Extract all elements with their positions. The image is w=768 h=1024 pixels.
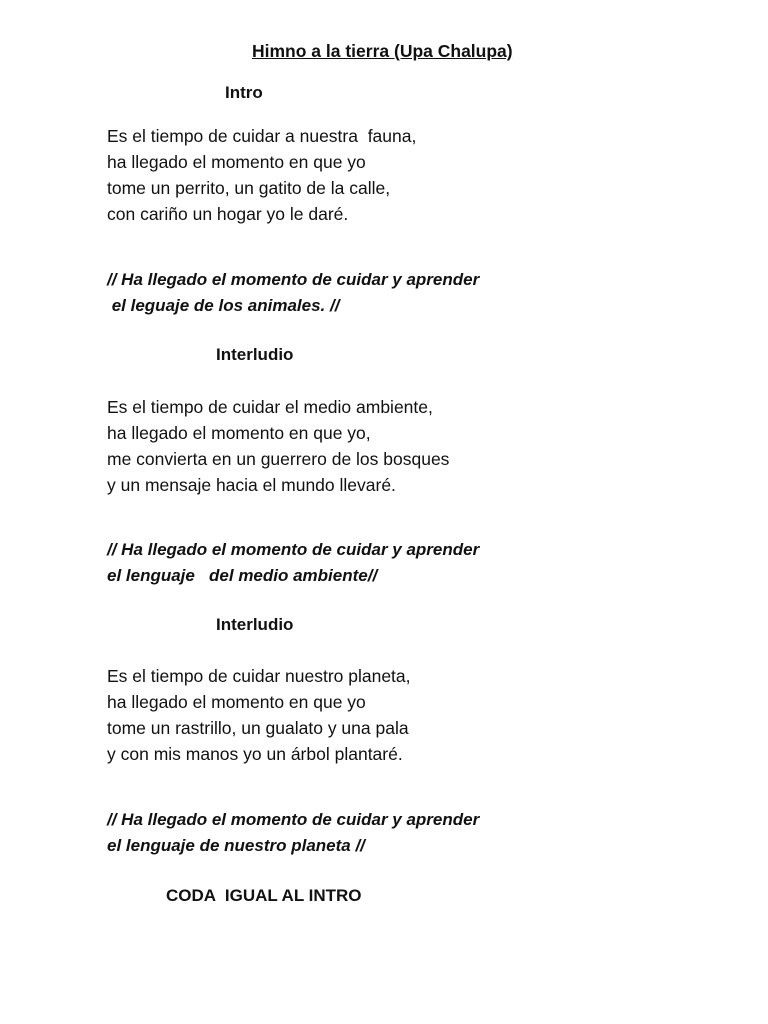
chorus-line: el leguaje de los animales. // xyxy=(107,296,340,315)
chorus-line: el lenguaje de nuestro planeta // xyxy=(107,836,365,855)
verse-line: ha llegado el momento en que yo xyxy=(107,692,366,712)
verse-line: Es el tiempo de cuidar el medio ambiente, xyxy=(107,397,433,417)
section-heading-coda: CODA IGUAL AL INTRO xyxy=(166,886,362,905)
chorus-line: // Ha llegado el momento de cuidar y aprender xyxy=(107,270,480,289)
verse-line: Es el tiempo de cuidar a nuestra fauna, xyxy=(107,126,417,146)
chorus-line: el lenguaje del medio ambiente// xyxy=(107,566,378,585)
chorus-line: // Ha llegado el momento de cuidar y aprender xyxy=(107,540,480,559)
verse-line: Es el tiempo de cuidar nuestro planeta, xyxy=(107,666,411,686)
verse-line: ha llegado el momento en que yo, xyxy=(107,423,371,443)
verse-line: con cariño un hogar yo le daré. xyxy=(107,204,349,224)
verse-line: y con mis manos yo un árbol plantaré. xyxy=(107,744,403,764)
verse-line: tome un perrito, un gatito de la calle, xyxy=(107,178,391,198)
document-title: Himno a la tierra (Upa Chalupa) xyxy=(252,41,513,61)
verse-line: y un mensaje hacia el mundo llevaré. xyxy=(107,475,396,495)
verse-line: ha llegado el momento en que yo xyxy=(107,152,366,172)
section-heading-intro: Intro xyxy=(225,83,263,102)
section-heading-interludio-2: Interludio xyxy=(216,615,294,634)
verse-line: me convierta en un guerrero de los bosques xyxy=(107,449,450,469)
chorus-line: // Ha llegado el momento de cuidar y aprender xyxy=(107,810,480,829)
verse-line: tome un rastrillo, un gualato y una pala xyxy=(107,718,409,738)
section-heading-interludio-1: Interludio xyxy=(216,345,294,364)
